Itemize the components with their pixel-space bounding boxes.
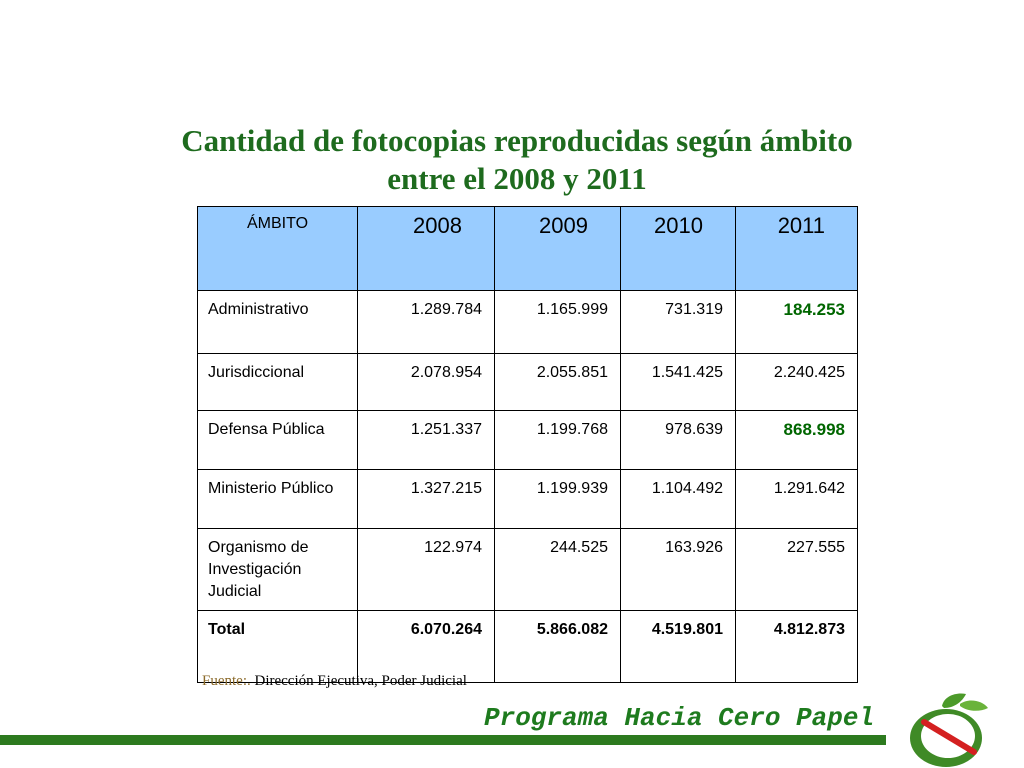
- cell-value: 1.199.768: [495, 411, 621, 470]
- total-value: 6.070.264: [358, 611, 495, 683]
- cell-value: 244.525: [495, 529, 621, 611]
- cell-value: 1.199.939: [495, 470, 621, 529]
- table-row: [198, 470, 858, 529]
- row-label: Ministerio Público: [198, 470, 358, 529]
- header-year-2010: 2010: [621, 207, 736, 291]
- page-title: Cantidad de fotocopias reproducidas según ámbito entre el 2008 y 2011: [181, 123, 853, 196]
- cell-value: 1.541.425: [621, 354, 736, 411]
- table-header-row: [198, 207, 858, 291]
- source-prefix: Fuente:.: [202, 673, 251, 689]
- header-year-2008: 2008: [358, 207, 495, 291]
- cell-value: 731.319: [621, 291, 736, 354]
- header-year-2009: 2009: [495, 207, 621, 291]
- total-value: 4.519.801: [621, 611, 736, 683]
- cell-value-highlighted: 868.998: [736, 411, 858, 470]
- footer-bar: [0, 735, 886, 745]
- photocopies-table: [197, 206, 858, 683]
- cell-value: 122.974: [358, 529, 495, 611]
- program-name: Programa Hacia Cero Papel: [484, 703, 875, 733]
- cell-value: 1.289.784: [358, 291, 495, 354]
- leaf-logo-icon: [902, 692, 992, 768]
- header-ambito: ÁMBITO: [198, 207, 358, 291]
- cell-value: 1.327.215: [358, 470, 495, 529]
- header-year-2011: 2011: [736, 207, 858, 291]
- total-label: Total: [198, 611, 358, 683]
- source-text: Dirección Ejecutiva, Poder Judicial: [250, 673, 467, 689]
- cell-value: 1.104.492: [621, 470, 736, 529]
- cell-value: 2.078.954: [358, 354, 495, 411]
- table-row: [198, 529, 858, 611]
- total-value: 4.812.873: [736, 611, 858, 683]
- source-note: [202, 673, 467, 690]
- cell-value: 2.240.425: [736, 354, 858, 411]
- cell-value: 227.555: [736, 529, 858, 611]
- row-label: Defensa Pública: [198, 411, 358, 470]
- total-value: 5.866.082: [495, 611, 621, 683]
- table-row: [198, 291, 858, 354]
- cell-value: 978.639: [621, 411, 736, 470]
- cell-value: 163.926: [621, 529, 736, 611]
- row-label: Administrativo: [198, 291, 358, 354]
- row-label: Jurisdiccional: [198, 354, 358, 411]
- cell-value: 1.165.999: [495, 291, 621, 354]
- row-label: Organismo de Investigación Judicial: [198, 529, 358, 611]
- cell-value: 1.291.642: [736, 470, 858, 529]
- cell-value: 1.251.337: [358, 411, 495, 470]
- cell-value-highlighted: 184.253: [736, 291, 858, 354]
- cell-value: 2.055.851: [495, 354, 621, 411]
- total-row: [198, 611, 858, 683]
- table-row: [198, 411, 858, 470]
- table-row: [198, 354, 858, 411]
